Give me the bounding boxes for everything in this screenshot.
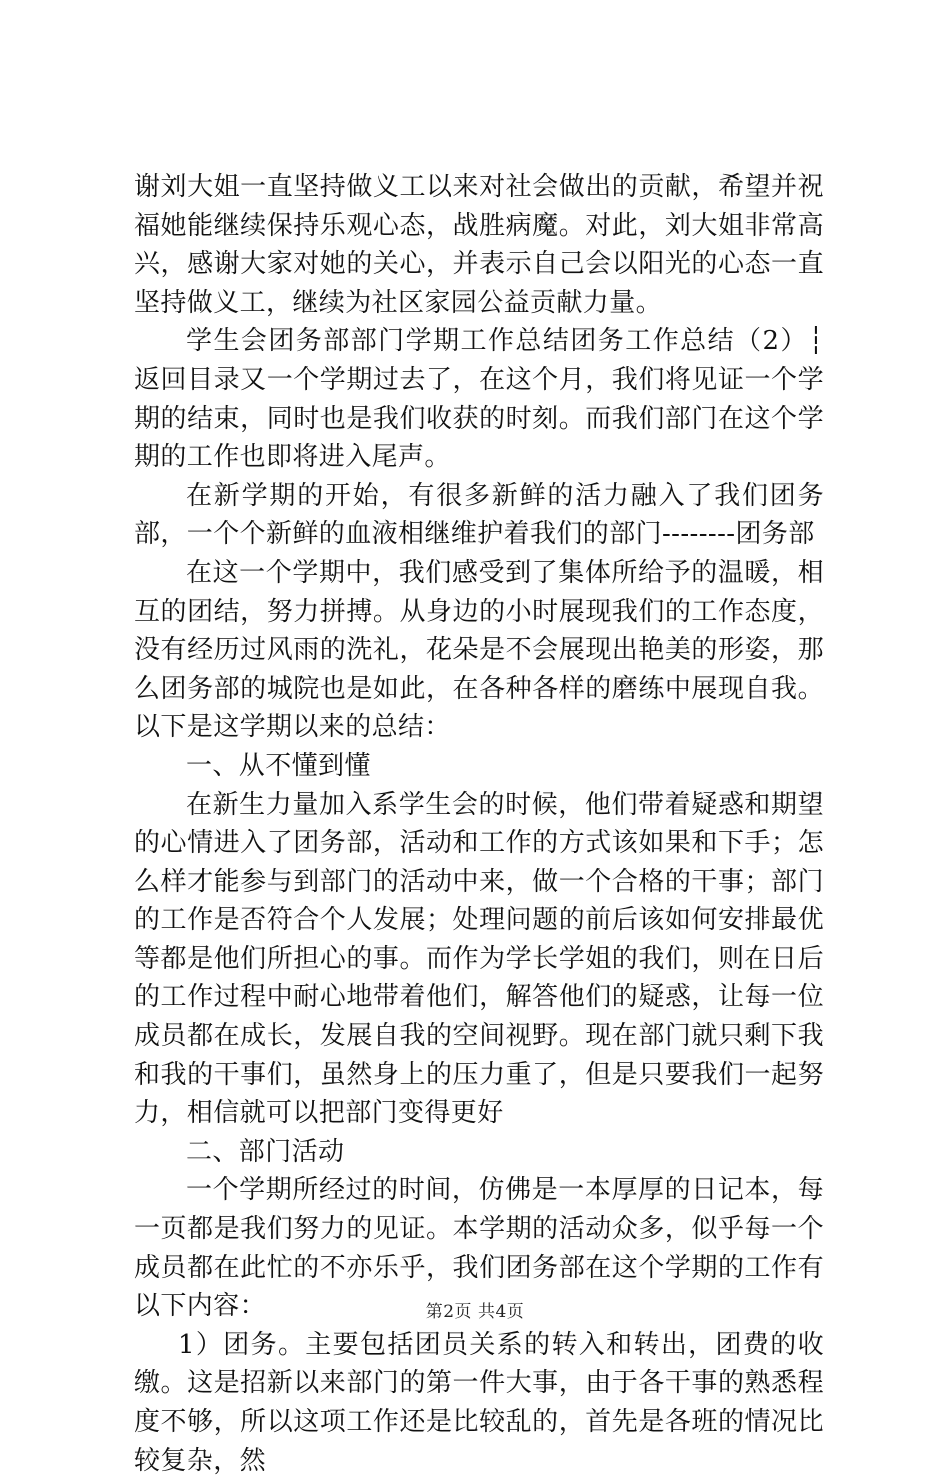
section-heading-2: 二、部门活动 [186, 1136, 345, 1167]
section-heading-1: 一、从不懂到懂 [186, 750, 371, 781]
document-body [134, 168, 824, 1480]
paragraph-intro: 学生会团务部部门学期工作总结团务工作总结（2）┆返回目录又一个学期过去了，在这个月，我们将见证一个学期的结束，同时也是我们收获的时刻。而我们部门在这个学期的工作也即将进入尾声。 [134, 326, 824, 473]
paragraph-new-members: 在新生力量加入系学生会的时候，他们带着疑惑和期望的心情进入了团务部，活动和工作的方式该如果和下手；怎么样才能参与到部门的活动中来，做一个合格的干事；部门的工作是否符合个人发展；处理问题的前后该如何安排最优等都是他们所担心的事。而作为学长学姐的我们，则在日后的工作过程中耐心地带着他们，解答他们的疑惑，让每一位成员都在成长，发展自我的空间视野。现在部门就只剩下我和我的干事们，虽然身上的压力重了，但是只要我们一起努力，相信就可以把部门变得更好 [134, 789, 824, 1129]
list-item-league-affairs: 1）团务。主要包括团员关系的转入和转出，团费的收缴。这是招新以来部门的第一件大事，由于各干事的熟悉程度不够，所以这项工作还是比较乱的，首先是各班的情况比较复杂，然 [134, 1329, 824, 1476]
page-number-footer: 第2页 共4页 [425, 1302, 525, 1322]
paragraph-new-semester: 在新学期的开始，有很多新鲜的活力融入了我们团务部，一个个新鲜的血液相继维护着我们的部门--------团务部 [134, 480, 824, 550]
paragraph-activities: 一个学期所经过的时间，仿佛是一本厚厚的日记本，每一页都是我们努力的见证。本学期的活动众多，似乎每一个成员都在此忙的不亦乐乎，我们团务部在这个学期的工作有以下内容： [134, 1175, 824, 1322]
paragraph-team-spirit: 在这一个学期中，我们感受到了集体所给予的温暖，相互的团结，努力拼搏。从身边的小时展现我们的工作态度，没有经历过风雨的洗礼，花朵是不会展现出艳美的形姿，那么团务部的城院也是如此，在各种各样的磨练中展现自我。以下是这学期以来的总结： [134, 557, 824, 743]
paragraph-continuation: 谢刘大姐一直坚持做义工以来对社会做出的贡献，希望并祝福她能继续保持乐观心态，战胜病魔。对此，刘大姐非常高兴，感谢大家对她的关心，并表示自己会以阳光的心态一直坚持做义工，继续为社区家园公益贡献力量。 [134, 172, 824, 318]
